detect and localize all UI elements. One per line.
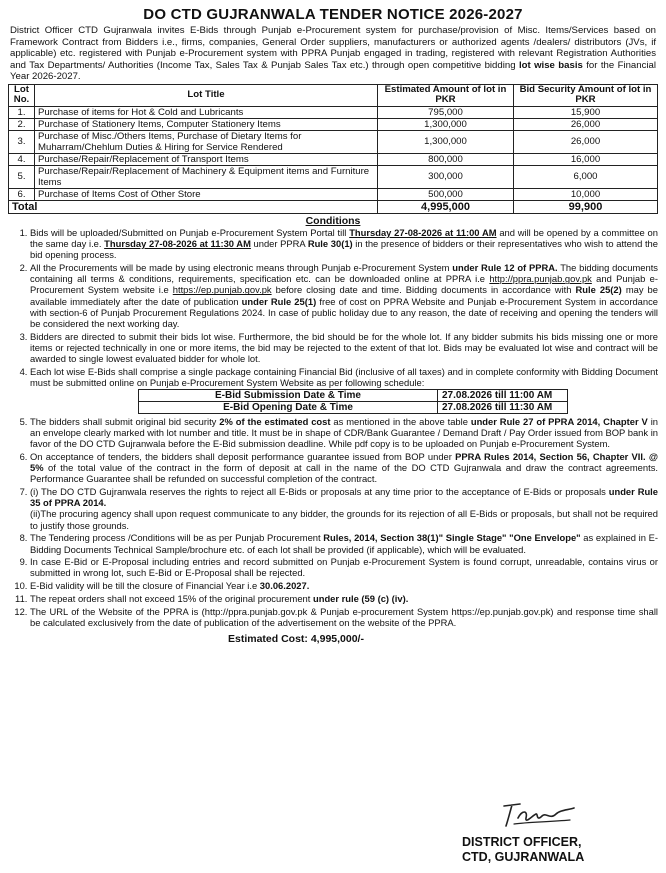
header-lot-no: Lot No. xyxy=(9,84,35,106)
schedule-table xyxy=(138,389,568,414)
lot-amount: 800,000 xyxy=(378,153,514,165)
lot-title: Purchase/Repair/Replacement of Transport Items xyxy=(35,153,378,165)
condition-12: 12. The URL of the Website of the PPRA is (http://ppra.punjab.gov.pk & Punjab e-procurement System https://ep.punjab.gov.pk) and response time shall be calculated exclusively from the date of publication of the advertisement on the website of the PPRA. xyxy=(30,606,658,628)
lot-security: 26,000 xyxy=(514,130,658,153)
lot-no: 3. xyxy=(9,130,35,153)
lot-no: 4. xyxy=(9,153,35,165)
condition-6: 6. On acceptance of tenders, the bidders shall deposit performance guarantee issued from BOP under PPRA Rules 2014, Section 56, Chapter VII. @ 5% of the total value of the contract in the form of deposit at call in the name of the DO CTD Gujranwala and draw the contract agreements. Performance Guarantee shall be refunded on successful completion of the contract. xyxy=(30,451,658,485)
header-lot-title: Lot Title xyxy=(35,84,378,106)
conditions-heading: Conditions xyxy=(305,214,361,227)
lot-amount: 500,000 xyxy=(378,188,514,200)
lot-amount: 795,000 xyxy=(378,106,514,118)
lots-table xyxy=(8,84,658,214)
condition-9: 9. In case E-Bid or E-Proposal including entries and record submitted on Punjab e-Procurement System is found corrupt, unreadable, contains virus or submitted in wrong lot, such E-Bid or E-Proposal shall be rejected. xyxy=(30,556,658,578)
condition-2: 2. All the Procurements will be made by using electronic means through Punjab e-Procurement System under Rule 12 of PPRA. The bidding documents containing all terms & conditions, requirements, specification etc. can be downloaded online at PPRA i.e http://ppra.punjab.gov.pk and Punjab e-Procurement System website i.e https://ep.punjab.gov.pk before closing date and time. Bidding documents in accordance with Rule 25(2) may be available immediately after the date of publication under Rule 25(1) free of cost on PPRA Website and Punjab e-Procurement System in accordance with section-6 of Punjab Procurement Regulations 2024. In case of public holiday due to any reason, the date of receiving and opening the tenders will be considered the next working day. xyxy=(30,262,658,329)
table-row xyxy=(9,130,658,153)
lot-amount: 1,300,000 xyxy=(378,130,514,153)
intro-text-end: for the Financial Year 2026-2027. xyxy=(10,59,656,83)
lot-security: 26,000 xyxy=(514,118,658,130)
lot-security: 10,000 xyxy=(514,188,658,200)
lot-title: Purchase of Items Cost of Other Store xyxy=(35,188,378,200)
condition-1: 1. Bids will be uploaded/Submitted on Punjab e-Procurement System Portal till Thursday 27-08-2026 at 11:00 AM and will be opened by a committee on the same day i.e. Thursday 27-08-2026 at 11:30 AM under PPRA Rule 30(1) in the presence of bidders or their representatives who wish to attend the bid opening process. xyxy=(30,227,658,261)
table-row xyxy=(9,118,658,130)
condition-3: 3. Bidders are directed to submit their bids lot wise. Furthermore, the bid should be for the whole lot. If any bidder submits his bids missing one or more items or rejected technically in one or more items, the bid may be rejected to the extent of that lot. Bids may be evaluated lot wise and contract will be awarded to single lowest evaluated bidder for whole lot. xyxy=(30,331,658,365)
schedule-value: 27.08.2026 till 11:30 AM xyxy=(438,402,568,414)
schedule-label: E-Bid Opening Date & Time xyxy=(139,402,438,414)
estimated-cost: Estimated Cost: 4,995,000/- xyxy=(228,632,364,645)
lot-title: Purchase/Repair/Replacement of Machinery & Equipment items and Furniture Items xyxy=(35,165,378,188)
total-amount: 4,995,000 xyxy=(378,200,514,213)
total-row xyxy=(9,200,658,213)
officer-title: DISTRICT OFFICER, xyxy=(462,835,582,849)
total-security: 99,900 xyxy=(514,200,658,213)
signature-block xyxy=(458,800,608,865)
lot-title: Purchase of Misc./Others Items, Purchase of Dietary Items for Muharram/Chehlum Duties & Hiring for Service Rendered xyxy=(35,130,378,153)
lot-security: 6,000 xyxy=(514,165,658,188)
notice-intro xyxy=(10,25,656,83)
lot-title: Purchase of items for Hot & Cold and Lubricants xyxy=(35,106,378,118)
tender-notice xyxy=(8,0,659,864)
condition-4: 4. Each lot wise E-Bids shall comprise a single package containing Financial Bid (inclusive of all taxes) and in complete conformity with Bidding Document must be submitted online on Punjab e-Procurement System Website as per following schedule: E-Bid Submission Date & Time 27.08.2026 till 11:00 AM E-Bid Opening Date & Time 27.08.2026 till 11:30 AM xyxy=(30,366,658,414)
condition-10: 10. E-Bid validity will be till the closure of Financial Year i.e 30.06.2027. xyxy=(30,580,658,591)
officer-office: CTD, GUJRANWALA xyxy=(462,850,585,864)
lot-no: 6. xyxy=(9,188,35,200)
header-bid-security: Bid Security Amount of lot in PKR xyxy=(514,84,658,106)
condition-8: 8. The Tendering process /Conditions will be as per Punjab Procurement Rules, 2014, Section 38(1)" Single Stage" "One Envelope" as explained in E-Bidding Documents Technical Sample/brochure etc. of each lot shall be provided (if applicable), which will be evaluated. xyxy=(30,532,658,554)
condition-11: 11. The repeat orders shall not exceed 15% of the original procurement under rule (59 (c) (iv). xyxy=(30,593,658,604)
table-row xyxy=(139,390,568,402)
table-row xyxy=(9,106,658,118)
table-row xyxy=(9,165,658,188)
header-estimated-amount: Estimated Amount of lot in PKR xyxy=(378,84,514,106)
lot-security: 15,900 xyxy=(514,106,658,118)
schedule-value: 27.08.2026 till 11:00 AM xyxy=(438,390,568,402)
table-row xyxy=(9,188,658,200)
condition-7: 7. (i) The DO CTD Gujranwala reserves the rights to reject all E-Bids or proposals at any time prior to the acceptance of E-Bids or proposals under Rule 35 of PPRA 2014. (ii)The procuring agency shall upon request communicate to any bidder, the grounds for its rejection of all E-Bids or proposals, but shall not be required to justify those grounds. xyxy=(30,486,658,531)
lot-title: Purchase of Stationery Items, Computer Stationery Items xyxy=(35,118,378,130)
lot-amount: 1,300,000 xyxy=(378,118,514,130)
lots-header-row xyxy=(9,84,658,106)
lot-no: 5. xyxy=(9,165,35,188)
intro-bold-text: lot wise basis xyxy=(518,59,583,71)
notice-title: DO CTD GUJRANWALA TENDER NOTICE 2026-2027 xyxy=(143,6,523,23)
lot-amount: 300,000 xyxy=(378,165,514,188)
intro-text: District Officer CTD Gujranwala invites E-Bids through Punjab e-Procurement system for purchase/provision of Misc. Items/Services based on Framework Contract from Bidders i.e., firms, companies, General Order suppliers, manufacturers or authorized agents /dealers/ distributors (JVs, if applicable) etc. registered with Punjab e-Procurement system with PPRA Punjab engaged in trading, registered with relevant Registration Authorities and Tax Departments/ Authorities (Income Tax, Sales Tax & Punjab Sales Tax etc.) through open competitive bidding xyxy=(10,25,656,71)
condition-5: 5. The bidders shall submit original bid security 2% of the estimated cost as mentioned in the above table under Rule 27 of PPRA 2014, Chapter V in an envelope clearly marked with lot number and title. It must be in shape of CDR/Bank Guarantee / Demand Draft / Pay Order issued from BOP bank in favor of the DO CTD Gujranwala before the E-Bid submission deadline. While pdf copy is to be uploaded on Punjab e-Procurement System. xyxy=(30,416,658,450)
table-row xyxy=(9,153,658,165)
lot-no: 1. xyxy=(9,106,35,118)
table-row xyxy=(139,402,568,414)
schedule-label: E-Bid Submission Date & Time xyxy=(139,390,438,402)
lot-security: 16,000 xyxy=(514,153,658,165)
ep-link[interactable]: https://ep.punjab.gov.pk xyxy=(172,284,272,296)
signature-icon xyxy=(498,800,588,830)
conditions-list xyxy=(8,227,658,628)
ppra-link[interactable]: http://ppra.punjab.gov.pk xyxy=(489,273,592,285)
lot-no: 2. xyxy=(9,118,35,130)
total-label: Total xyxy=(9,200,378,213)
